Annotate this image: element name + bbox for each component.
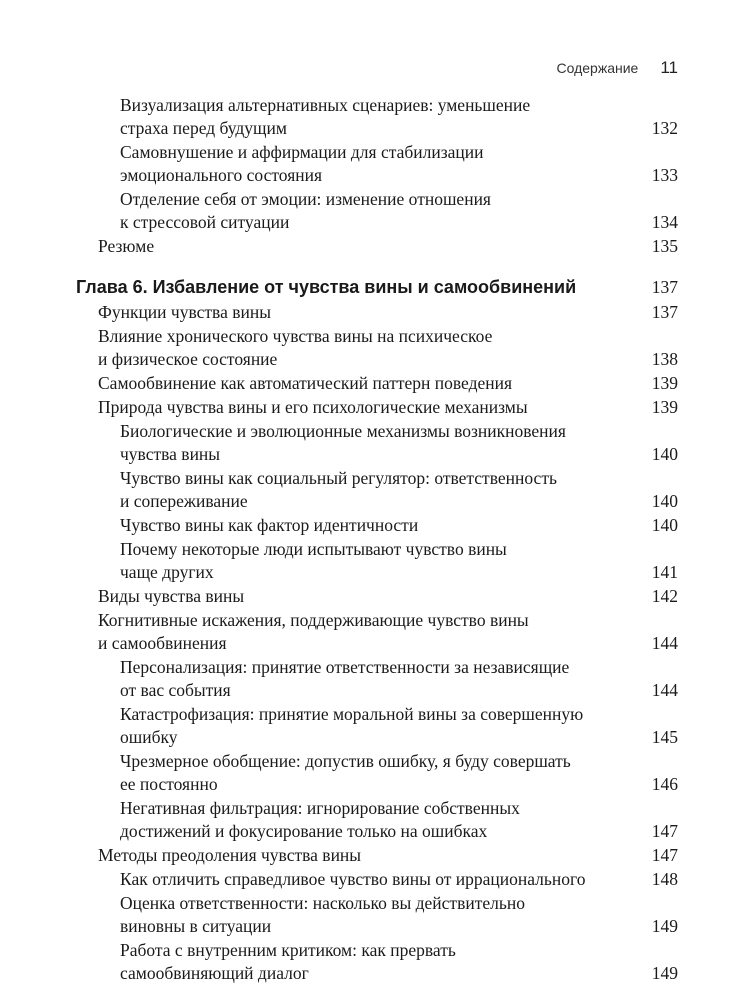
- toc-page-number: 147: [651, 845, 678, 865]
- toc-entry-line: Работа с внутренним критиком: как прервать: [120, 940, 456, 960]
- toc-entry-line: Резюме: [98, 236, 155, 256]
- toc-entry-title: [0, 892, 750, 938]
- toc-entry: [0, 94, 750, 140]
- toc-page-number: 140: [651, 444, 678, 464]
- toc-entry-line: Как отличить справедливое чувство вины от иррационального: [120, 869, 586, 889]
- toc-entry-title: [0, 276, 750, 299]
- toc-entry-title: [0, 656, 750, 702]
- toc-entry-title: [0, 467, 750, 513]
- toc-page-number: 133: [651, 165, 678, 185]
- toc-entry-line: чаще других: [120, 562, 214, 582]
- toc-entry: [0, 538, 750, 584]
- toc-entry-title: [0, 94, 750, 140]
- toc-entry-line: ошибку: [120, 727, 178, 747]
- toc-chapter: [0, 276, 750, 299]
- toc-entry-title: [0, 939, 750, 985]
- toc-entry-line: страха перед будущим: [120, 118, 287, 138]
- toc-entry: [0, 939, 750, 985]
- toc-entry: [0, 750, 750, 796]
- toc-page-number: 139: [651, 397, 678, 417]
- toc-page-number: 137: [651, 302, 678, 322]
- toc-entry-line: Оценка ответственности: насколько вы действительно: [120, 893, 525, 913]
- toc-entry-line: Отделение себя от эмоции: изменение отношения: [120, 189, 491, 209]
- toc-page-number: 135: [651, 236, 678, 256]
- running-title: Содержание: [556, 60, 639, 76]
- page-number: 11: [660, 58, 678, 77]
- toc-page-number: 140: [651, 515, 678, 535]
- toc-entry-title: [0, 868, 750, 891]
- toc-entry-line: Виды чувства вины: [98, 586, 245, 606]
- toc-entry-line: Природа чувства вины и его психологические механизмы: [98, 397, 528, 417]
- toc-entry: [0, 396, 750, 419]
- toc-entry-title: [0, 514, 750, 537]
- toc-entry-line: Чрезмерное обобщение: допустив ошибку, я буду совершать: [120, 751, 571, 771]
- toc-entry-line: и самообвинения: [98, 633, 227, 653]
- toc-page-number: 149: [651, 963, 678, 983]
- page-header: [557, 58, 678, 78]
- toc-entry-line: Почему некоторые люди испытывают чувство вины: [120, 539, 507, 559]
- toc-entry-title: [0, 325, 750, 371]
- toc-entry-line: Визуализация альтернативных сценариев: уменьшение: [120, 95, 531, 115]
- toc-entry-line: эмоционального состояния: [120, 165, 323, 185]
- toc-entry: [0, 325, 750, 371]
- toc-entry-line: и сопереживание: [120, 491, 248, 511]
- toc-page-number: 137: [651, 277, 678, 297]
- toc-entry-title: [0, 420, 750, 466]
- toc-entry: [0, 372, 750, 395]
- toc-entry-line: Влияние хронического чувства вины на психическое: [98, 326, 493, 346]
- toc-page-number: 140: [651, 491, 678, 511]
- toc-entry: [0, 868, 750, 891]
- toc-page-number: 145: [651, 727, 678, 747]
- toc-entry-line: Персонализация: принятие ответственности за независящие: [120, 657, 570, 677]
- toc-entry-line: достижений и фокусирование только на ошибках: [120, 821, 488, 841]
- toc-entry-line: ее постоянно: [120, 774, 218, 794]
- toc-entry-line: от вас события: [120, 680, 231, 700]
- toc-entry-title: [0, 844, 750, 867]
- toc-entry: [0, 585, 750, 608]
- toc-page-number: 146: [651, 774, 678, 794]
- toc-entry-line: к стрессовой ситуации: [120, 212, 290, 232]
- toc-entry-title: [0, 538, 750, 584]
- toc-entry: [0, 467, 750, 513]
- toc-entry: [0, 797, 750, 843]
- toc-page-number: 142: [651, 586, 678, 606]
- toc-entry-line: Чувство вины как социальный регулятор: ответственность: [120, 468, 557, 488]
- toc-entry-title: [0, 188, 750, 234]
- toc-entry: [0, 420, 750, 466]
- toc-entry-title: [0, 372, 750, 395]
- toc-entry-title: [0, 396, 750, 419]
- toc-page-number: 149: [651, 916, 678, 936]
- toc-entry-line: чувства вины: [120, 444, 221, 464]
- toc-entry-title: [0, 703, 750, 749]
- toc-page-number: 132: [651, 118, 678, 138]
- toc-page-number: 141: [651, 562, 678, 582]
- toc-entry-line: Негативная фильтрация: игнорирование собственных: [120, 798, 520, 818]
- toc-entry: [0, 188, 750, 234]
- toc-page-number: 139: [651, 373, 678, 393]
- toc-page-number: 147: [651, 821, 678, 841]
- toc-entry-line: Функции чувства вины: [98, 302, 271, 322]
- toc-entry-title: [0, 609, 750, 655]
- toc-entry: [0, 656, 750, 702]
- toc-entry-title: [0, 750, 750, 796]
- toc-page-number: 144: [651, 633, 678, 653]
- toc-entry-line: самообвиняющий диалог: [120, 963, 309, 983]
- toc-entry: [0, 609, 750, 655]
- toc-entry-line: Самовнушение и аффирмации для стабилизации: [120, 142, 484, 162]
- toc-entry-line: Чувство вины как фактор идентичности: [120, 515, 419, 535]
- toc-entry: [0, 235, 750, 258]
- toc-entry: [0, 844, 750, 867]
- toc-page-number: 134: [651, 212, 678, 232]
- toc-entry-line: Методы преодоления чувства вины: [98, 845, 362, 865]
- toc-entry-line: и физическое состояние: [98, 349, 278, 369]
- toc-entry-line: Глава 6. Избавление от чувства вины и самообвинений: [76, 277, 577, 297]
- toc-entry-title: [0, 301, 750, 324]
- toc-page-number: 138: [651, 349, 678, 369]
- toc-entry-line: Самообвинение как автоматический паттерн поведения: [98, 373, 513, 393]
- toc-entry: [0, 892, 750, 938]
- toc-entry: [0, 514, 750, 537]
- toc-entry-line: виновны в ситуации: [120, 916, 272, 936]
- toc-entry-title: [0, 141, 750, 187]
- toc-entry-title: [0, 585, 750, 608]
- toc-page-number: 144: [651, 680, 678, 700]
- toc-entry: [0, 141, 750, 187]
- toc-entry-line: Биологические и эволюционные механизмы возникновения: [120, 421, 566, 441]
- toc-entry-line: Когнитивные искажения, поддерживающие чувство вины: [98, 610, 529, 630]
- toc-entry-title: [0, 235, 750, 258]
- toc-entry: [0, 301, 750, 324]
- toc-entry: [0, 703, 750, 749]
- toc-page-number: 148: [651, 869, 678, 889]
- toc-entry-title: [0, 797, 750, 843]
- toc-entry-line: Катастрофизация: принятие моральной вины за совершенную: [120, 704, 584, 724]
- table-of-contents: [0, 94, 750, 986]
